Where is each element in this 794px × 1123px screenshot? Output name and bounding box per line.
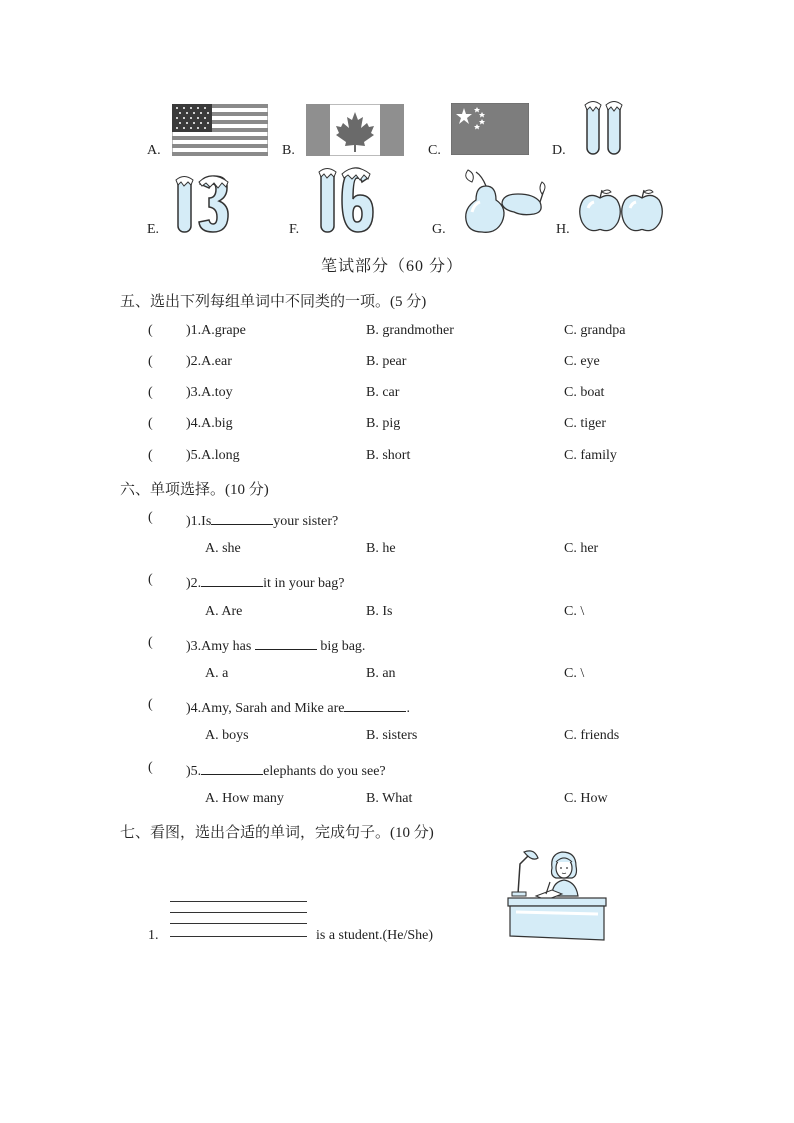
section5-heading: 五、选出下列每组单词中不同类的一项。(5 分) bbox=[120, 294, 427, 310]
pears-icon bbox=[458, 164, 548, 236]
writing-line bbox=[170, 901, 307, 902]
writing-line bbox=[170, 936, 307, 937]
answer-paren-open: ( bbox=[148, 510, 153, 525]
section7-heading: 七、看图，选出合适的单词，完成句子。(10 分) bbox=[120, 825, 434, 841]
option-b: B. Is bbox=[366, 604, 393, 619]
option-a: A. Are bbox=[205, 604, 243, 619]
answer-blank bbox=[211, 510, 273, 525]
answer-paren-open: ( bbox=[148, 448, 153, 463]
option-a: )5.A.long bbox=[186, 448, 240, 463]
option-c: C. \ bbox=[564, 604, 585, 619]
option-c: C. tiger bbox=[564, 416, 606, 431]
written-part-title: 笔试部分（60 分） bbox=[321, 258, 464, 275]
answer-paren-open: ( bbox=[148, 697, 153, 712]
option-a: )1.A.grape bbox=[186, 323, 246, 338]
question-stem bbox=[186, 510, 338, 530]
option-c: C. her bbox=[564, 541, 599, 556]
question-text: is a student.(He/She) bbox=[316, 928, 434, 943]
option-b: B. What bbox=[366, 791, 413, 806]
girl-studying-illustration bbox=[506, 846, 610, 942]
answer-blank bbox=[255, 635, 317, 650]
option-c: C. \ bbox=[564, 666, 585, 681]
question-text-post: . bbox=[406, 701, 410, 716]
china-flag-icon bbox=[451, 103, 529, 155]
picture-label-c: C. bbox=[428, 143, 441, 158]
answer-blank bbox=[201, 572, 263, 587]
option-b: B. car bbox=[366, 385, 400, 400]
option-c: C. family bbox=[564, 448, 617, 463]
section6-heading: 六、单项选择。(10 分) bbox=[120, 482, 269, 498]
option-b: B. pig bbox=[366, 416, 401, 431]
answer-blank bbox=[344, 697, 406, 712]
answer-paren-open: ( bbox=[148, 760, 153, 775]
picture-label-a: A. bbox=[147, 143, 161, 158]
option-a: )4.A.big bbox=[186, 416, 233, 431]
option-b: B. grandmother bbox=[366, 323, 454, 338]
answer-paren-open: ( bbox=[148, 416, 153, 431]
option-a: A. boys bbox=[205, 728, 249, 743]
option-b: B. short bbox=[366, 448, 411, 463]
answer-paren-open: ( bbox=[148, 323, 153, 338]
question-text-post: your sister? bbox=[273, 514, 339, 529]
option-b: B. pear bbox=[366, 354, 407, 369]
question-stem bbox=[186, 635, 365, 655]
option-a: )2.A.ear bbox=[186, 354, 232, 369]
picture-label-f: F. bbox=[289, 222, 300, 237]
question-stem bbox=[186, 697, 410, 717]
option-a: A. she bbox=[205, 541, 241, 556]
answer-paren-open: ( bbox=[148, 354, 153, 369]
question-text-pre: )4.Amy, Sarah and Mike are bbox=[186, 701, 345, 716]
usa-flag-icon bbox=[172, 104, 268, 156]
picture-label-d: D. bbox=[552, 143, 566, 158]
picture-label-h: H. bbox=[556, 222, 570, 237]
apples-icon bbox=[578, 188, 668, 234]
writing-line bbox=[170, 912, 307, 913]
question-text-pre: )1.Is bbox=[186, 514, 212, 529]
canada-flag-icon bbox=[306, 104, 404, 156]
option-c: C. friends bbox=[564, 728, 620, 743]
question-text-pre: )2. bbox=[186, 576, 202, 591]
option-a: A. a bbox=[205, 666, 229, 681]
option-b: B. he bbox=[366, 541, 396, 556]
option-b: B. an bbox=[366, 666, 396, 681]
number-11-icon bbox=[582, 98, 626, 156]
answer-paren-open: ( bbox=[148, 635, 153, 650]
question-number: 1. bbox=[148, 928, 159, 943]
question-text-pre: )5. bbox=[186, 764, 202, 779]
option-c: C. boat bbox=[564, 385, 605, 400]
question-stem bbox=[186, 572, 344, 592]
option-c: C. How bbox=[564, 791, 608, 806]
number-13-icon bbox=[172, 170, 232, 234]
option-a: )3.A.toy bbox=[186, 385, 233, 400]
answer-paren-open: ( bbox=[148, 385, 153, 400]
number-16-icon bbox=[316, 162, 376, 234]
answer-blank bbox=[201, 760, 263, 775]
picture-label-g: G. bbox=[432, 222, 446, 237]
question-text-post: it in your bag? bbox=[263, 576, 345, 591]
picture-label-e: E. bbox=[147, 222, 160, 237]
question-text-post: big bag. bbox=[316, 639, 366, 654]
option-c: C. eye bbox=[564, 354, 600, 369]
question-stem bbox=[186, 760, 386, 780]
option-a: A. How many bbox=[205, 791, 284, 806]
writing-line bbox=[170, 923, 307, 924]
picture-label-b: B. bbox=[282, 143, 295, 158]
option-c: C. grandpa bbox=[564, 323, 626, 338]
option-b: B. sisters bbox=[366, 728, 418, 743]
answer-paren-open: ( bbox=[148, 572, 153, 587]
question-text-post: elephants do you see? bbox=[263, 764, 386, 779]
question-text-pre: )3.Amy has bbox=[186, 639, 255, 654]
